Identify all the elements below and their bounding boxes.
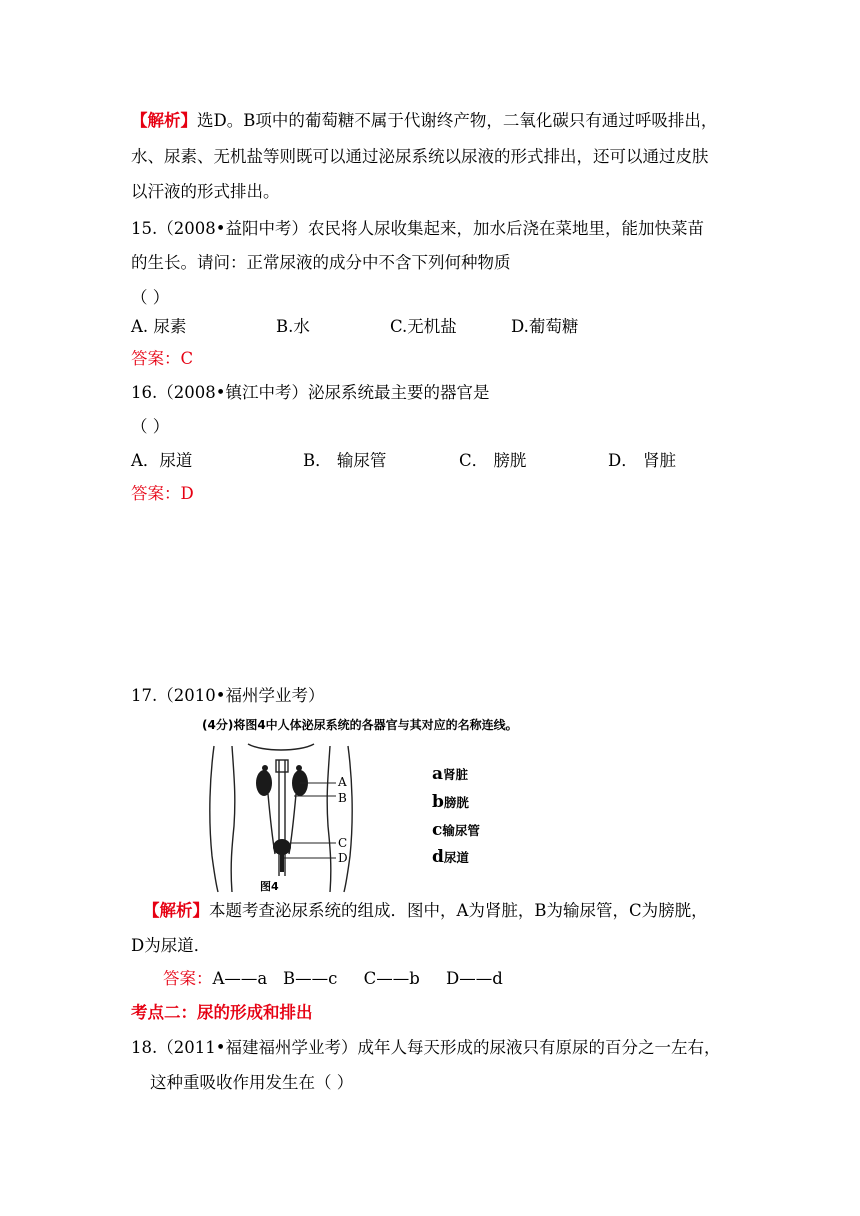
q15-stem-line1: 15.（2008•益阳中考）农民将人尿收集起来，加水后浇在菜地里，能加快菜苗 — [131, 219, 704, 238]
urinary-system-figure — [192, 716, 522, 894]
figure-caption: (4分)将图4中人体泌尿系统的各器官与其对应的名称连线。 — [202, 718, 518, 732]
q16-option-b: B． 输尿管 — [303, 451, 387, 470]
analysis-tag: 【解析】 — [143, 901, 209, 920]
figure-number: 图4 — [260, 880, 279, 893]
q17-stem-line1: 17.（2010•福州学业考） — [131, 686, 325, 705]
q15-answer: 答案：C — [131, 349, 194, 368]
q14-analysis-line3: 以汗液的形式排出。 — [131, 182, 280, 201]
analysis-tag: 【解析】 — [131, 111, 197, 130]
q16-option-c: C． 膀胱 — [459, 451, 527, 470]
organ-name-d: d尿道 — [432, 847, 469, 867]
q16-option-a: A．尿道 — [131, 451, 193, 470]
q15-stem-line2: 的生长。请问：正常尿液的成分中不含下列何种物质 — [131, 253, 511, 272]
figure-label-b: B — [338, 791, 347, 805]
organ-name-c: c输尿管 — [432, 820, 480, 840]
figure-label-c: C — [338, 836, 348, 850]
q14-analysis-line1: 【解析】选D。B项中的葡萄糖不属于代谢终产物，二氧化碳只有通过呼吸排出， — [131, 111, 718, 130]
q15-option-c: C.无机盐 — [390, 317, 457, 336]
q16-blank: （ ） — [131, 417, 170, 436]
q15-option-b: B.水 — [276, 317, 310, 336]
q15-option-a: A. 尿素 — [131, 317, 187, 336]
q17-analysis-line1: 【解析】本题考查泌尿系统的组成．图中，A为肾脏，B为输尿管，C为膀胱， — [143, 901, 708, 920]
q18-stem-line2: 这种重吸收作用发生在（ ） — [150, 1073, 354, 1092]
q18-stem-line1: 18.（2011•福建福州学业考）成年人每天形成的尿液只有原尿的百分之一左右， — [131, 1038, 721, 1057]
q15-blank: （ ） — [131, 288, 170, 307]
q14-analysis-line2: 水、尿素、无机盐等则既可以通过泌尿系统以尿液的形式排出，还可以通过皮肤 — [131, 147, 709, 166]
q16-stem-line1: 16.（2008•镇江中考）泌尿系统最主要的器官是 — [131, 383, 490, 402]
organ-name-a: a肾脏 — [432, 764, 469, 784]
q17-analysis-line2: D为尿道． — [131, 936, 211, 955]
q16-answer: 答案：D — [131, 484, 194, 503]
figure-label-d: D — [338, 851, 348, 865]
section-title: 考点二：尿的形成和排出 — [131, 1003, 313, 1022]
urinary-system-diagram — [192, 716, 522, 894]
organ-name-b: b膀胱 — [432, 792, 469, 812]
q17-answer: 答案：A——a B——c C——b D——d — [163, 969, 503, 988]
figure-label-a: A — [338, 775, 347, 789]
q16-option-d: D． 肾脏 — [608, 451, 676, 470]
q15-option-d: D.葡萄糖 — [511, 317, 579, 336]
